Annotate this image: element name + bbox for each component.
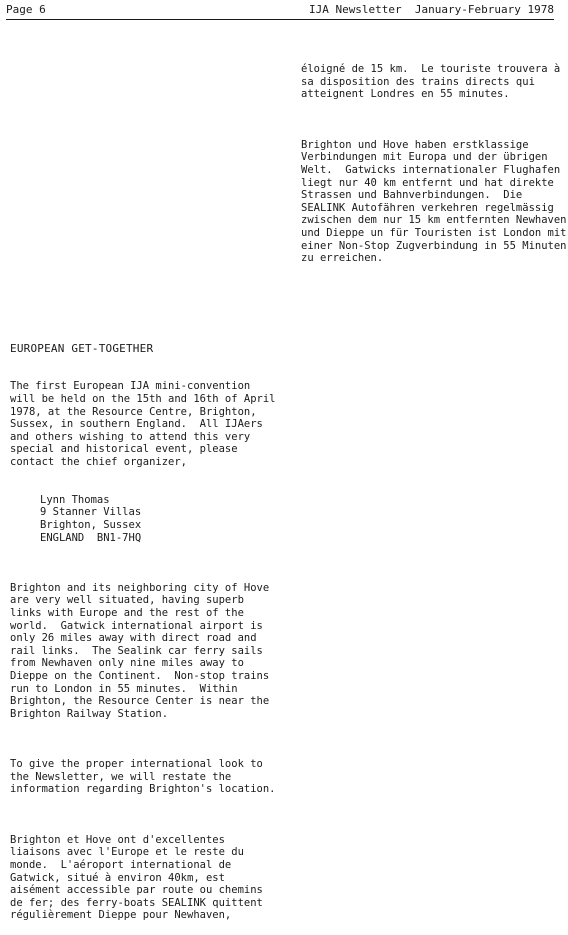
text-line: Brighton und Hove haben erstklassige [301,138,529,151]
text-line: Brighton Railway Station. [10,707,169,720]
intro-paragraph [10,380,290,468]
text-line: zu erreichen. [301,252,384,265]
french-paragraph-continued [301,63,563,101]
page-header [6,3,554,20]
text-line: To give the proper international look to [10,758,263,771]
text-line: einer Non-Stop Zugverbindung in 55 Minuten [301,239,567,252]
text-line: Gatwick, situé à environ 40km, est [10,871,225,884]
organizer-address [10,494,290,544]
text-line: The first European IJA mini-convention [10,380,251,393]
text-line: only 26 miles away with direct road and [10,632,257,645]
newsletter-title: IJA Newsletter [308,3,402,16]
text-line: atteignent Londres en 55 minutes. [301,88,510,101]
text-line: will be held on the 15th and 16th of April [10,392,276,405]
text-line: world. Gatwick international airport is [10,619,263,632]
section-heading: EUROPEAN GET-TOGETHER [10,342,154,356]
text-line: special and historical event, please [10,443,238,456]
text-line: Sussex, in southern England. All IJAers [10,418,263,431]
text-line: de fer; des ferry-boats SEALINK quittent [10,896,263,909]
text-line: Strassen und Bahnverbindungen. Die [301,189,523,202]
french-paragraph [10,834,290,922]
text-line: aisément accessible par route ou chemins [10,884,263,897]
text-line: rail links. The Sealink car ferry sails [10,644,263,657]
text-line: from Newhaven only nine miles away to [10,657,244,670]
text-line: éloigné de 15 km. Le touriste trouvera à [301,63,561,76]
text-line: Welt. Gatwicks internationaler Flughafen [301,163,561,176]
text-line: Verbindungen mit Europa und der übrigen [301,151,548,164]
text-line: zwischen dem nur 15 km entfernten Newhaven [301,214,567,227]
text-line: liegt nur 40 km entfernt und hat direkte [301,176,554,189]
text-line: information regarding Brighton's location. [10,783,276,796]
text-line: run to London in 55 minutes. Within [10,682,238,695]
text-line: are very well situated, having superb [10,594,244,607]
text-line: Brighton et Hove ont d'excellentes [10,833,225,846]
text-line: the Newsletter, we will restate the [10,770,232,783]
text-line: monde. L'aéroport international de [10,858,232,871]
text-line: Brighton, the Resource Center is near the [10,695,270,708]
text-line: und Dieppe un für Touristen ist London mit [301,226,567,239]
address-line: 9 Stanner Villas [40,506,142,519]
left-column [10,317,290,935]
text-line: liaisons avec l'Europe et le reste du [10,846,244,859]
issue-date: January-February 1978 [414,3,554,16]
address-line: Brighton, Sussex [40,518,142,531]
address-line: ENGLAND BN1-7HQ [40,531,142,544]
text-line: and others wishing to attend this very [10,430,251,443]
international-paragraph [10,758,290,796]
running-header [309,3,554,17]
right-column [301,38,567,277]
text-line: Brighton and its neighboring city of Hove [10,581,270,594]
text-line: Dieppe on the Continent. Non-stop trains [10,670,270,683]
text-line: SEALINK Autofähren verkehren regelmässig [301,201,554,214]
text-line: régulièrement Dieppe pour Newhaven, [10,909,232,922]
german-paragraph [301,138,567,265]
page-number: Page 6 [6,3,46,16]
text-line: 1978, at the Resource Centre, Brighton, [10,405,257,418]
text-line: sa disposition des trains directs qui [301,75,535,88]
address-line: Lynn Thomas [40,493,110,506]
text-line: links with Europe and the rest of the [10,607,244,620]
english-paragraph [10,582,290,721]
text-line: contact the chief organizer, [10,455,188,468]
